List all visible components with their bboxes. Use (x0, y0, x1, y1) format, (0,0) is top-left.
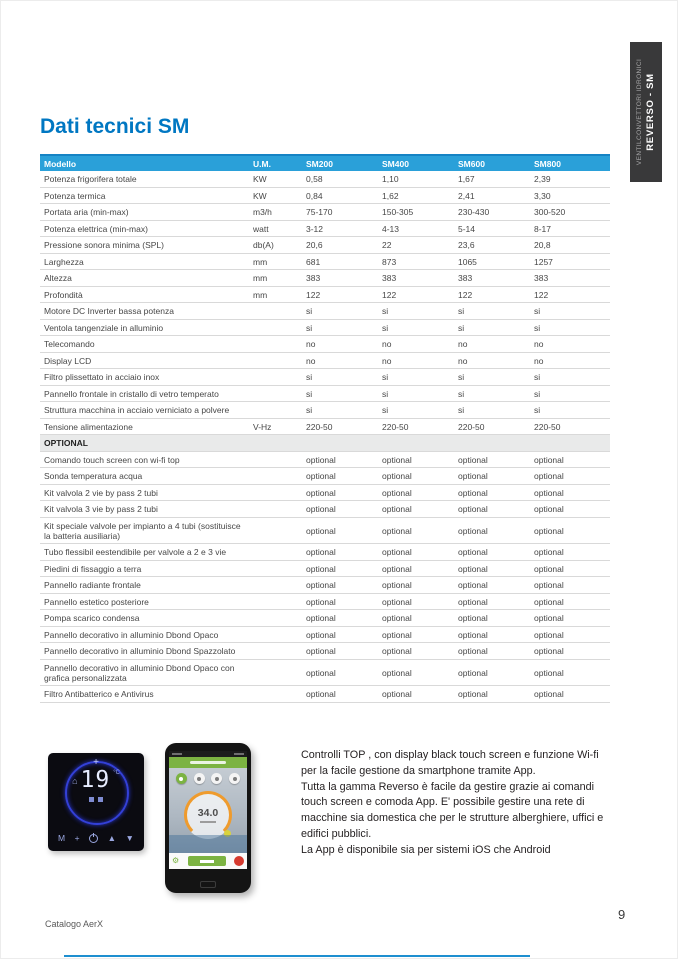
row-value: si (306, 405, 313, 415)
row-label: Tubo flessibil eestendibile per valvole a 2 e 3 vie (44, 547, 227, 557)
row-value: optional (382, 471, 412, 481)
table-header-row (40, 154, 610, 171)
row-value: optional (534, 547, 564, 557)
row-value: si (458, 388, 465, 399)
spec-rows (40, 171, 610, 435)
spec-row (40, 402, 610, 419)
column-header: SM200 (306, 158, 333, 169)
optional-row (40, 485, 610, 502)
row-value: no (458, 339, 468, 349)
optional-row (40, 610, 610, 627)
row-label: Filtro Antibatterico e Antivirus (44, 689, 154, 699)
row-value: si (382, 388, 389, 399)
spec-row (40, 419, 610, 436)
row-value: optional (458, 547, 488, 557)
row-value: 2,41 (458, 190, 475, 201)
row-label: Pannello radiante frontale (44, 580, 141, 590)
row-value: optional (534, 487, 564, 498)
row-value: no (458, 355, 468, 366)
row-value: optional (382, 596, 412, 607)
row-label: Portata aria (min-max) (44, 207, 129, 217)
row-value: no (306, 339, 316, 349)
row-unit: watt (253, 223, 269, 234)
row-value: no (382, 339, 392, 349)
gear-icon: ⚙ (172, 856, 180, 865)
row-label: Display LCD (44, 355, 92, 366)
row-value: si (306, 322, 313, 333)
row-value: optional (382, 580, 412, 590)
spec-table (40, 154, 610, 703)
spec-row (40, 320, 610, 337)
plus-button: + (74, 833, 80, 843)
app-bottom-bar (169, 853, 247, 869)
page-title: Dati tecnici SM (40, 115, 190, 138)
row-value: optional (306, 646, 336, 656)
stop-button-icon (234, 856, 244, 866)
row-value: optional (534, 613, 564, 623)
spec-row (40, 237, 610, 254)
row-value: optional (534, 525, 564, 536)
description-line: edifici pubblici. (301, 827, 372, 840)
row-value: optional (306, 454, 336, 465)
description-line: macchine sia domestica che per le strutture alberghiere, uffici e (301, 812, 604, 825)
row-value: optional (382, 454, 412, 465)
row-label: Pressione sonora minima (SPL) (44, 240, 164, 250)
row-value: optional (458, 646, 488, 656)
column-header: Modello (44, 158, 77, 169)
row-value: 20,8 (534, 240, 551, 250)
row-value: optional (306, 667, 336, 678)
row-label: Motore DC Inverter bassa potenza (44, 306, 174, 316)
app-title-placeholder (190, 761, 226, 764)
column-header: SM800 (534, 158, 561, 169)
row-value: optional (382, 504, 412, 514)
row-value: 4-13 (382, 223, 400, 234)
row-label: Potenza elettrica (min-max) (44, 223, 148, 234)
row-value: 383 (306, 273, 321, 283)
row-unit: mm (253, 273, 268, 283)
spec-row (40, 221, 610, 238)
row-value: si (534, 306, 541, 316)
phone-screen (169, 751, 247, 869)
optional-row (40, 627, 610, 644)
row-value: optional (458, 504, 488, 514)
section-tab (630, 42, 662, 182)
row-value: 873 (382, 256, 397, 267)
description-line: per la facile gestione da smartphone tramite App. (301, 764, 536, 777)
row-value: 0,84 (306, 190, 323, 201)
app-mode-buttons (169, 773, 247, 784)
row-value: si (534, 388, 541, 399)
optional-row (40, 643, 610, 660)
row-value: si (458, 372, 465, 382)
background-photo-shape (169, 835, 247, 853)
optional-row (40, 660, 610, 687)
optional-row (40, 468, 610, 485)
row-value: optional (458, 454, 488, 465)
row-value: 230-430 (458, 207, 490, 217)
row-label: Kit valvola 2 vie by pass 2 tubi (44, 487, 158, 498)
optional-row (40, 561, 610, 578)
row-value: optional (382, 487, 412, 498)
row-value: si (382, 372, 389, 382)
row-value: si (306, 306, 313, 316)
thermostat-unit: °C (113, 770, 120, 776)
description-text (301, 748, 641, 859)
section-tab-text (630, 42, 662, 182)
row-value: si (306, 372, 313, 382)
row-label: Kit speciale valvole per impianto a 4 tubi (sostituisce la batteria ausiliaria) (44, 520, 241, 541)
row-label: Comando touch screen con wi-fi top (44, 454, 180, 465)
row-value: optional (458, 487, 488, 498)
row-value: 383 (382, 273, 397, 283)
optional-row (40, 452, 610, 469)
row-value: optional (458, 689, 488, 699)
row-label: Pannello decorativo in alluminio Dbond Opaco con grafica personalizzata (44, 662, 235, 683)
optional-rows (40, 452, 610, 703)
spec-row (40, 336, 610, 353)
row-value: 122 (306, 289, 321, 300)
row-label: Telecomando (44, 339, 95, 349)
row-value: optional (306, 487, 336, 498)
row-label: Pannello frontale in cristallo di vetro temperato (44, 388, 219, 399)
app-header-bar (169, 757, 247, 768)
description-line: Tutta la gamma Reverso è facile da gestire grazie ai comandi (301, 780, 595, 793)
row-value: optional (458, 629, 488, 640)
thermostat-display (48, 768, 144, 792)
thermostat-buttons (58, 833, 134, 843)
row-unit: mm (253, 289, 268, 300)
app-temperature: 34.0 (197, 807, 219, 819)
row-value: 122 (534, 289, 549, 300)
row-value: optional (458, 580, 488, 590)
row-value: 8-17 (534, 223, 552, 234)
mode-glyph (197, 777, 201, 781)
row-value: optional (306, 563, 336, 574)
row-value: optional (382, 547, 412, 557)
mode-button (211, 773, 222, 784)
optional-row (40, 577, 610, 594)
row-value: 3-12 (306, 223, 324, 234)
row-label: Tensione alimentazione (44, 421, 133, 432)
footer-catalog-label: Catalogo AerX (45, 919, 104, 929)
row-value: optional (306, 596, 336, 607)
row-value: optional (382, 613, 412, 623)
mode-button (194, 773, 205, 784)
row-unit: m3/h (253, 207, 272, 217)
row-value: 383 (458, 273, 473, 283)
row-value: si (458, 322, 465, 333)
row-value: optional (458, 596, 488, 607)
mode-button-active (176, 773, 187, 784)
row-value: 220-50 (382, 421, 409, 432)
row-unit: V-Hz (253, 421, 272, 432)
tab-series-label: REVERSO - SM (645, 73, 656, 151)
row-value: si (382, 306, 389, 316)
status-icons-right (234, 753, 244, 755)
row-value: optional (306, 471, 336, 481)
spec-row (40, 353, 610, 370)
row-value: 220-50 (534, 421, 561, 432)
row-value: optional (534, 646, 564, 656)
optional-row (40, 686, 610, 703)
row-value: 3,30 (534, 190, 551, 201)
column-header: SM600 (458, 158, 485, 169)
row-value: 2,39 (534, 174, 551, 184)
row-label: Sonda temperatura acqua (44, 471, 143, 481)
row-value: si (382, 322, 389, 333)
fan-icon (89, 797, 94, 802)
row-value: optional (534, 504, 564, 514)
row-value: 300-520 (534, 207, 566, 217)
row-value: optional (458, 613, 488, 623)
spec-row (40, 386, 610, 403)
row-value: optional (534, 629, 564, 640)
row-value: optional (534, 454, 564, 465)
row-label: Kit valvola 3 vie by pass 2 tubi (44, 504, 158, 514)
row-value: optional (382, 525, 412, 536)
optional-row (40, 518, 610, 545)
row-label: Filtro plissettato in acciaio inox (44, 372, 160, 382)
power-icon (89, 834, 98, 843)
row-value: 150-305 (382, 207, 414, 217)
description-line: touch screen e comoda App. E' possibile gestire una rete di (301, 796, 585, 809)
row-value: optional (382, 689, 412, 699)
row-value: optional (382, 646, 412, 656)
row-label: Larghezza (44, 256, 84, 267)
status-icons-left (172, 753, 182, 755)
row-value: optional (382, 629, 412, 640)
row-value: optional (306, 504, 336, 514)
row-label: Pannello estetico posteriore (44, 596, 149, 607)
row-label: Altezza (44, 273, 72, 283)
row-label: Pannello decorativo in alluminio Dbond Spazzolato (44, 646, 236, 656)
action-glyph (200, 860, 214, 863)
down-arrow-icon: ▼ (125, 833, 134, 843)
row-label: Profondità (44, 289, 83, 300)
row-value: 1065 (458, 256, 477, 267)
mode-glyph (233, 777, 237, 781)
spec-row (40, 270, 610, 287)
row-value: 0,58 (306, 174, 323, 184)
row-value: optional (306, 613, 336, 623)
thermostat-image (48, 753, 144, 851)
row-value: optional (534, 667, 564, 678)
row-value: no (382, 355, 392, 366)
row-value: 75-170 (306, 207, 333, 217)
spec-row (40, 254, 610, 271)
row-value: 122 (382, 289, 397, 300)
row-value: optional (306, 525, 336, 536)
optional-row (40, 594, 610, 611)
row-value: optional (306, 580, 336, 590)
footer-rule (64, 955, 530, 957)
row-unit: db(A) (253, 240, 274, 250)
row-value: optional (382, 563, 412, 574)
optional-section-label: OPTIONAL (44, 438, 88, 448)
row-value: si (458, 306, 465, 316)
spec-row (40, 303, 610, 320)
column-header: SM400 (382, 158, 409, 169)
row-value: optional (534, 580, 564, 590)
optional-section-header (40, 435, 610, 452)
description-line: Controlli TOP , con display black touch screen e funzione Wi-fi (301, 749, 599, 761)
phone-home-button (165, 881, 251, 888)
spec-row (40, 369, 610, 386)
row-value: optional (458, 667, 488, 678)
row-value: no (306, 355, 316, 366)
row-value: si (534, 372, 541, 382)
row-value: optional (306, 547, 336, 557)
row-value: optional (534, 689, 564, 699)
row-label: Ventola tangenziale in alluminio (44, 322, 164, 333)
row-value: 1,10 (382, 174, 399, 184)
gauge-subtext-placeholder (200, 821, 216, 823)
mode-glyph (179, 777, 183, 781)
row-value: 220-50 (306, 421, 333, 432)
row-value: 20,6 (306, 240, 323, 250)
row-label: Potenza termica (44, 190, 106, 201)
row-unit: KW (253, 174, 267, 184)
thermostat-plus-icon: + (93, 757, 99, 768)
mode-button: M (58, 833, 66, 843)
row-value: si (458, 405, 465, 415)
row-value: 1,67 (458, 174, 475, 184)
spec-row (40, 188, 610, 205)
optional-row (40, 501, 610, 518)
row-value: optional (534, 471, 564, 481)
app-action-button (188, 856, 226, 866)
row-label: Pompa scarico condensa (44, 613, 140, 623)
smartphone-image (165, 743, 251, 893)
row-value: optional (458, 471, 488, 481)
spec-row (40, 204, 610, 221)
up-arrow-icon: ▲ (107, 833, 117, 843)
home-icon: ⌂ (72, 776, 78, 786)
spec-row (40, 287, 610, 304)
spec-row (40, 171, 610, 188)
optional-row (40, 544, 610, 561)
row-value: optional (534, 596, 564, 607)
row-label: Piedini di fissaggio a terra (44, 563, 142, 574)
mode-icon (98, 797, 103, 802)
row-value: 122 (458, 289, 473, 300)
mode-button (229, 773, 240, 784)
row-value: optional (458, 563, 488, 574)
row-value: 1257 (534, 256, 553, 267)
row-unit: mm (253, 256, 268, 267)
row-value: 220-50 (458, 421, 485, 432)
row-value: 383 (534, 273, 549, 283)
row-label: Struttura macchina in acciaio verniciato a polvere (44, 405, 230, 415)
row-value: no (534, 355, 544, 366)
page-number: 9 (618, 907, 626, 922)
row-value: optional (306, 629, 336, 640)
row-value: si (534, 322, 541, 333)
row-label: Pannello decorativo in alluminio Dbond Opaco (44, 629, 219, 640)
row-unit: KW (253, 190, 267, 201)
mode-glyph (215, 777, 219, 781)
row-value: 22 (382, 240, 392, 250)
temperature-gauge (184, 791, 232, 839)
tab-category-label: VENTILCONVETTORI IDRONICI (636, 58, 643, 166)
row-value: 23,6 (458, 240, 475, 250)
home-button-icon (200, 881, 216, 888)
row-label: Potenza frigorifera totale (44, 174, 137, 184)
row-value: 681 (306, 256, 321, 267)
thermostat-temperature: 19 (80, 767, 111, 793)
row-value: si (382, 405, 389, 415)
row-value: optional (306, 689, 336, 699)
description-line: La App è disponibile sia per sistemi iOS che Android (301, 843, 551, 856)
row-value: si (534, 405, 541, 415)
column-header: U.M. (253, 158, 271, 169)
row-value: optional (534, 563, 564, 574)
thermostat-mode-icons (48, 797, 144, 802)
row-value: optional (458, 525, 488, 536)
row-value: 1,62 (382, 190, 399, 201)
row-value: optional (382, 667, 412, 678)
row-value: no (534, 339, 544, 349)
row-value: si (306, 388, 313, 399)
row-value: 5-14 (458, 223, 476, 234)
